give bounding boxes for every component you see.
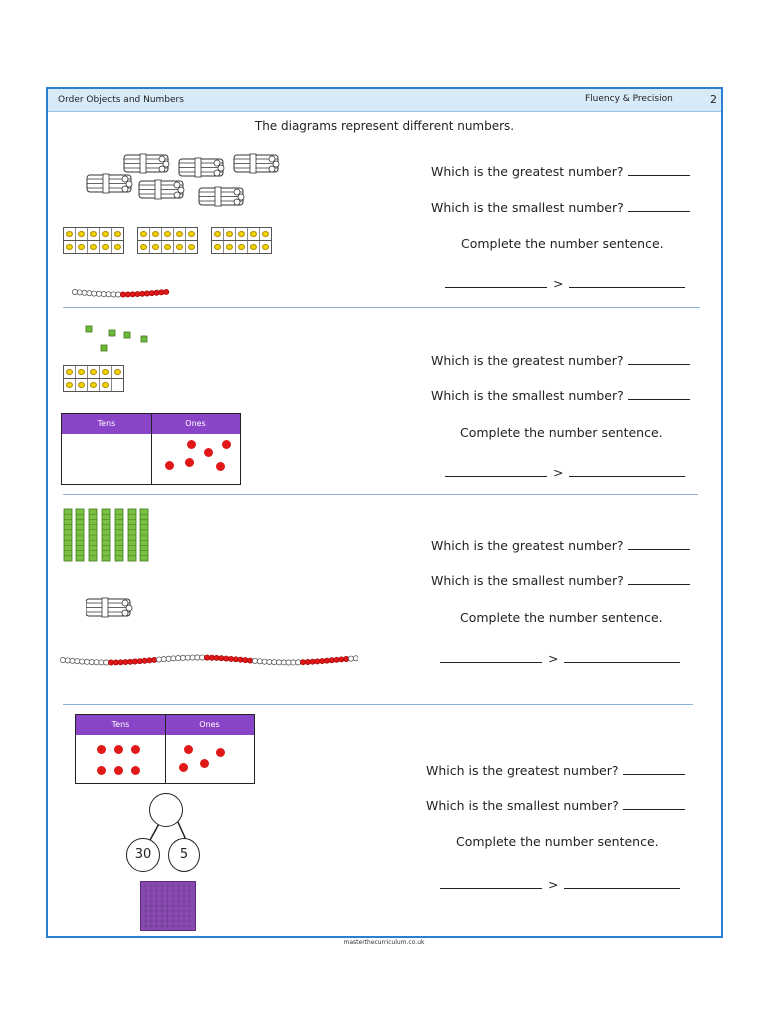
section-divider (63, 494, 698, 495)
sentence-instruction: Complete the number sentence. (456, 834, 659, 849)
sentence-instruction: Complete the number sentence. (460, 425, 663, 440)
number-sentence: > (440, 876, 680, 892)
tens-frame (211, 240, 272, 254)
smallest-question: Which is the smallest number? (431, 388, 690, 403)
tens-frame (63, 227, 124, 241)
number-sentence: > (445, 464, 685, 480)
answer-blank[interactable] (569, 464, 685, 477)
number-sentence: > (440, 650, 680, 666)
answer-blank[interactable] (628, 538, 690, 550)
bead-string-icon (58, 652, 358, 668)
smallest-question: Which is the smallest number? (431, 573, 690, 588)
sentence-instruction: Complete the number sentence. (460, 610, 663, 625)
answer-blank[interactable] (628, 573, 690, 585)
answer-blank[interactable] (440, 650, 542, 663)
tens-frame (137, 240, 198, 254)
part-circle: 5 (168, 838, 200, 872)
bundle-of-ten-icon (86, 597, 136, 619)
section-divider (63, 307, 700, 308)
answer-blank[interactable] (564, 650, 680, 663)
bead-string-icon (70, 284, 180, 300)
tens-header: Tens (62, 414, 151, 434)
answer-blank[interactable] (623, 798, 685, 810)
footer-url: masterthecurriculum.co.uk (343, 939, 425, 946)
tens-header: Tens (76, 715, 165, 735)
smallest-question: Which is the smallest number? (431, 200, 690, 215)
ones-cubes-icon (82, 324, 152, 354)
answer-blank[interactable] (628, 200, 690, 212)
smallest-question: Which is the smallest number? (426, 798, 685, 813)
answer-blank[interactable] (623, 763, 685, 775)
answer-blank[interactable] (628, 353, 690, 365)
whole-circle[interactable] (149, 793, 183, 827)
tens-frame (63, 378, 124, 392)
section-divider (63, 704, 693, 705)
ones-header: Ones (165, 715, 254, 735)
bundles-of-ten-icon (84, 150, 284, 215)
greatest-question: Which is the greatest number? (426, 763, 685, 778)
greatest-question: Which is the greatest number? (431, 164, 690, 179)
tens-frame (63, 365, 124, 379)
page-number: 2 (710, 93, 717, 106)
worksheet-header (48, 89, 721, 112)
tens-frame (211, 227, 272, 241)
greatest-question: Which is the greatest number? (431, 538, 690, 553)
tens-frame (137, 227, 198, 241)
sentence-instruction: Complete the number sentence. (461, 236, 664, 251)
answer-blank[interactable] (564, 876, 680, 889)
worksheet-section: Fluency & Precision (585, 94, 673, 104)
ones-header: Ones (151, 414, 240, 434)
part-circle: 30 (126, 838, 160, 872)
hundred-square-icon (140, 881, 196, 931)
intro-text: The diagrams represent different numbers. (254, 119, 515, 133)
tens-frame (63, 240, 124, 254)
tens-rods-icon (63, 508, 151, 564)
answer-blank[interactable] (569, 275, 685, 288)
answer-blank[interactable] (440, 876, 542, 889)
greatest-question: Which is the greatest number? (431, 353, 690, 368)
place-value-chart (61, 413, 241, 485)
answer-blank[interactable] (628, 164, 690, 176)
answer-blank[interactable] (445, 275, 547, 288)
number-sentence: > (445, 275, 685, 291)
worksheet-title: Order Objects and Numbers (58, 95, 184, 105)
place-value-chart (75, 714, 255, 784)
answer-blank[interactable] (628, 388, 690, 400)
answer-blank[interactable] (445, 464, 547, 477)
